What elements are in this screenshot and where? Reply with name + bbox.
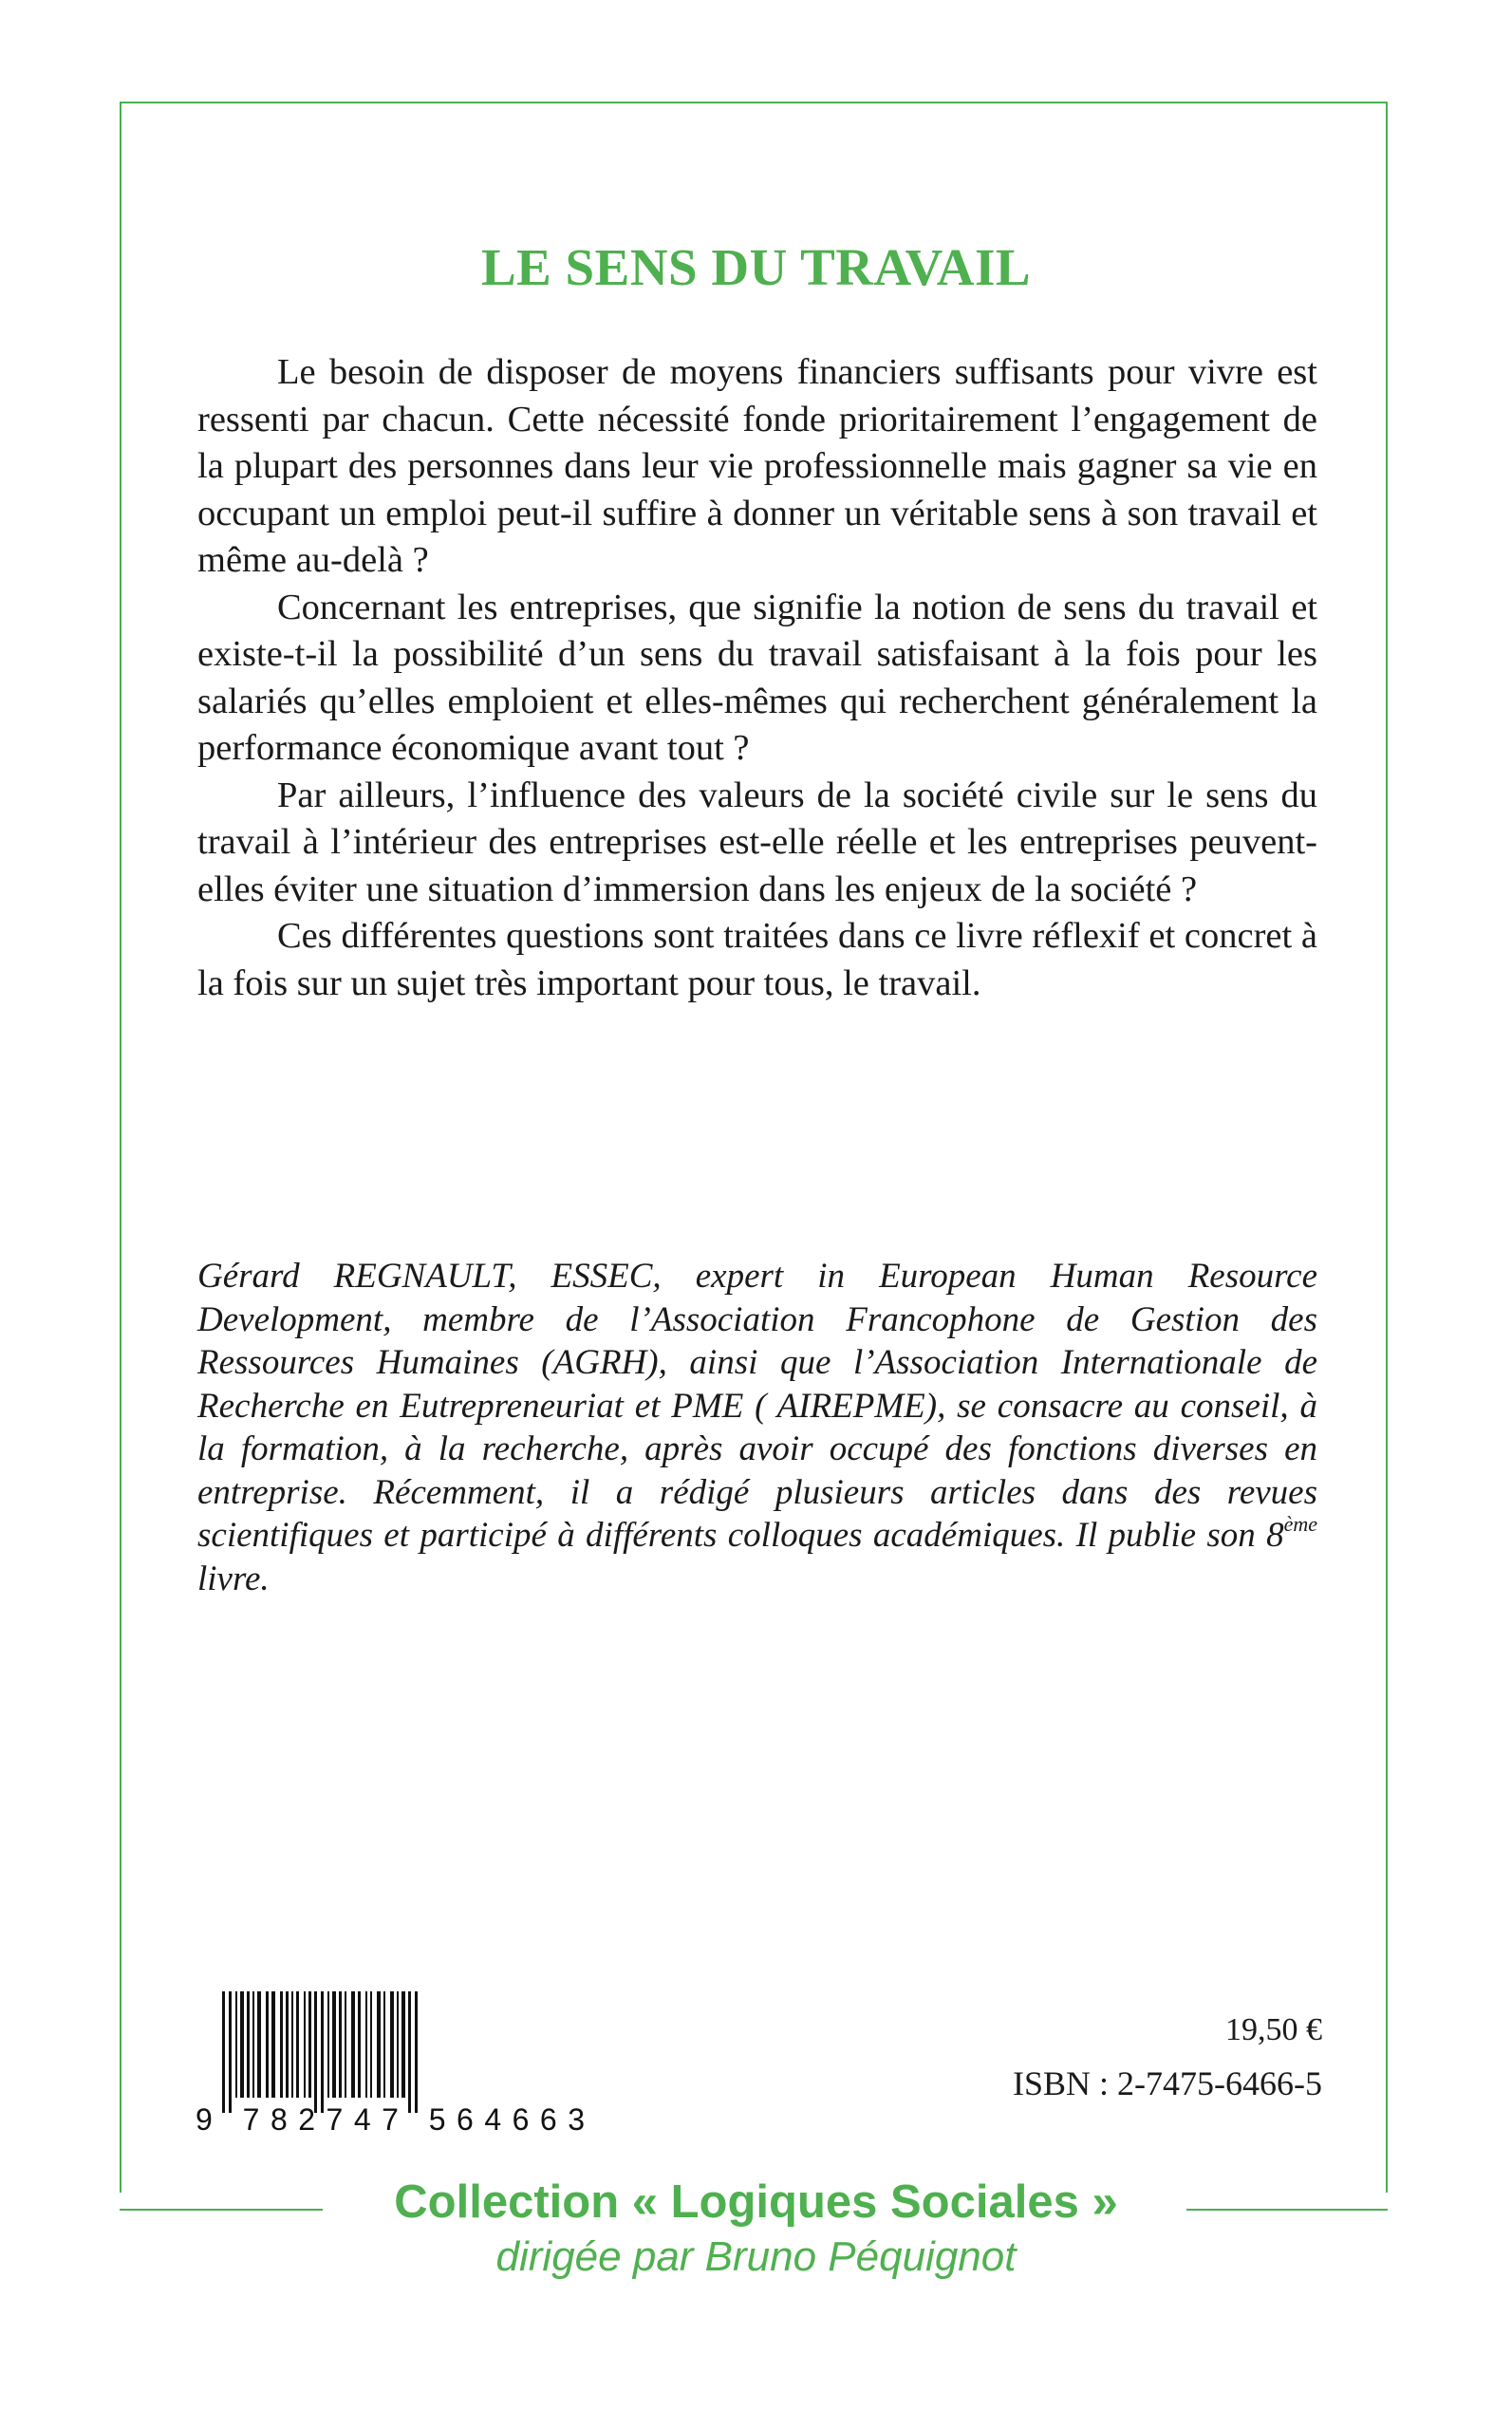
barcode-guard-bar — [321, 1991, 324, 2113]
barcode-bar — [390, 1991, 394, 2098]
barcode-guard-bar — [229, 1991, 232, 2113]
book-title: LE SENS DU TRAVAIL — [480, 238, 1032, 296]
barcode-bar — [247, 1991, 250, 2098]
barcode-bar — [339, 1991, 342, 2098]
barcode-bar — [308, 1991, 311, 2098]
barcode-bar — [252, 1991, 254, 2098]
barcode-bar — [271, 1991, 275, 2098]
barcode-bar — [351, 1991, 355, 2098]
barcode-bar — [291, 1991, 293, 2098]
barcode-bar — [370, 1991, 372, 2098]
collection-name: Collection « Logiques Sociales » — [394, 2176, 1118, 2228]
barcode-bar — [266, 1991, 269, 2098]
barcode-bar — [377, 1991, 381, 2098]
barcode-bar — [383, 1991, 385, 2098]
barcode-bar — [345, 1991, 346, 2098]
barcode-guard-bar — [415, 1991, 418, 2113]
barcode-bar — [397, 1991, 399, 2098]
blurb-paragraph-2: Concernant les entreprises, que signifie la notion de sens du travail et existe-t-il la possibilité d’un sens du travail satisfaisant à la fois pour les salariés qu’elles emploient et elles-mêmes qui recherchent généralement la performance économique avant tout ? — [197, 587, 1317, 768]
barcode-bar — [240, 1991, 244, 2098]
isbn: ISBN : 2-7475-6466-5 — [1013, 2064, 1322, 2102]
barcode-bar — [280, 1991, 283, 2098]
barcode-bar — [257, 1991, 261, 2098]
barcode-bar — [332, 1991, 336, 2098]
barcode-guard-bar — [408, 1991, 411, 2113]
barcode — [196, 1991, 594, 2134]
barcode-bar — [327, 1991, 329, 2098]
author-bio-text: Gérard REGNAULT, ESSEC, expert in European Human Resource Development, membre de l’Association Francophone de Gestion des Ressources Humaines (AGRH), ainsi que l’Association Internationale de Recherche en Eutrepreneuriat et PME ( AIREPME), se consacre au conseil, à la formation, à la recherche, après avoir occupé des fonctions diverses en entreprise. Récemment, il a rédigé plusieurs articles dans des revues scientifiques et participé à différents colloques académiques. Il publie son 8 — [197, 1257, 1317, 1555]
author-bio-superscript: ème — [1283, 1512, 1317, 1536]
blurb-paragraph-3: Par ailleurs, l’influence des valeurs de la société civile sur le sens du travail à l’intérieur des entreprises est-elle réelle et les entreprises peuvent-elles éviter une situation d’immersion dans les enjeux de la société ? — [197, 775, 1317, 909]
author-bio-tail: livre. — [197, 1559, 270, 1598]
barcode-graphic — [196, 1991, 594, 2134]
barcode-digits: 9 782747 564663 — [196, 2102, 585, 2134]
blurb-paragraph-4: Ces différentes questions sont traitées dans ce livre réflexif et concret à la fois sur un sujet très important pour tous, le travail. — [197, 916, 1317, 1003]
price: 19,50 € — [1225, 2012, 1322, 2047]
author-bio — [197, 1255, 1317, 1600]
barcode-bar — [401, 1991, 405, 2098]
barcode-bar — [358, 1991, 361, 2098]
barcode-bar — [286, 1991, 289, 2098]
barcode-guard-bar — [222, 1991, 225, 2113]
blurb-paragraph-1: Le besoin de disposer de moyens financiers suffisants pour vivre est ressenti par chacun. Cette nécessité fonde prioritairement l’engagement de la plupart des personnes dans leur vie professionnelle mais gagner sa vie en occupant un emploi peut-il suffire à donner un véritable sens à son travail et même au-delà ? — [197, 352, 1317, 580]
blurb — [197, 349, 1317, 1007]
barcode-bar — [365, 1991, 367, 2098]
barcode-guard-bar — [314, 1991, 317, 2113]
barcode-bar — [304, 1991, 306, 2098]
collection-director: dirigée par Bruno Péquignot — [495, 2233, 1017, 2280]
barcode-bar — [296, 1991, 299, 2098]
barcode-bar — [235, 1991, 237, 2098]
